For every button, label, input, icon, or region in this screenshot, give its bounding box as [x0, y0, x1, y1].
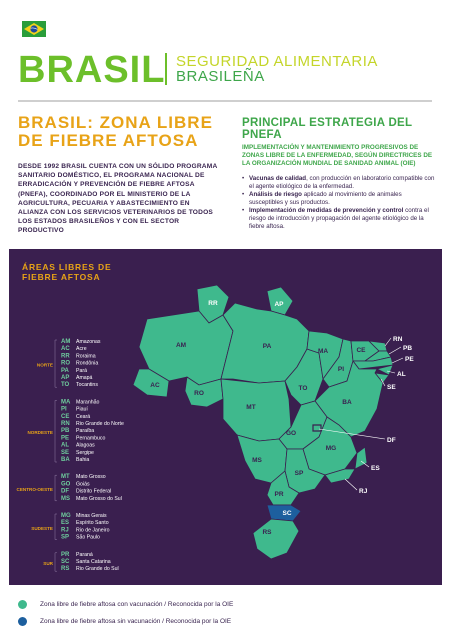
region-bracket — [55, 475, 57, 501]
state-code: AM — [61, 339, 71, 345]
region-label: NORDESTE — [27, 430, 53, 436]
state-name: Espírito Santo — [76, 520, 109, 527]
map-state-label-to: TO — [298, 385, 308, 392]
brazil-map — [9, 249, 442, 585]
map-state-label-ro: RO — [194, 390, 204, 397]
region-label: CENTRO-OESTE — [16, 487, 53, 492]
state-code: SP — [61, 534, 70, 541]
map-state-label-sc: SC — [282, 510, 292, 517]
bullet-item — [242, 175, 437, 190]
intro-title: BRASIL: ZONA LIBRE DE FIEBRE AFTOSA — [18, 113, 213, 150]
map-leader-line — [345, 479, 357, 490]
map-state-label-ce: CE — [356, 347, 366, 354]
map-state-label-rj: RJ — [359, 488, 368, 495]
state-name: Sergipe — [76, 449, 94, 456]
map-leader-line — [389, 347, 401, 354]
intro-column — [18, 114, 218, 236]
state-name: Piauí — [76, 406, 88, 413]
legend-dot — [18, 600, 27, 609]
state-name: Santa Catarina — [76, 559, 111, 565]
bullet-text: contra el riesgo de introducción y propagación del agente etiológico de la fiebre aftosa. — [249, 207, 429, 230]
state-code: CE — [61, 413, 70, 420]
state-name: São Paulo — [76, 534, 100, 541]
state-name: Roraima — [76, 353, 96, 360]
map-state-label-rs: RS — [262, 529, 272, 536]
state-name: Paraíba — [76, 428, 95, 435]
map-state-label-mg: MG — [325, 445, 337, 452]
state-code: RJ — [61, 527, 69, 534]
subtitle-line-2: BRASILEÑA — [176, 68, 265, 85]
bullet-text: , con producción en laboratorio compatible con el agente etiológico de la enfermedad. — [249, 175, 435, 190]
map-state-label-df: DF — [387, 437, 396, 444]
map-state-label-se: SE — [387, 384, 396, 391]
map-state-label-al: AL — [397, 371, 406, 378]
state-es — [355, 447, 367, 469]
state-code: AL — [61, 442, 69, 449]
map-state-label-rn: RN — [393, 336, 403, 343]
intro-body: DESDE 1992 BRASIL CUENTA CON UN SÓLIDO PROGRAMA SANITARIO DOMÉSTICO, EL PROGRAMA NACIONAL DE ERRADICACIÓN Y PREVENCIÓN DE FIEBRE AFTOSA (PNEFA), COORDINADO POR EL MINISTERIO DE LA AGRICULTURA, PECUARIA Y ABASTECIMIENTO EN ALIANZA CON LOS SERVICIOS VETERINARIOS DE TODOS LOS ESTADOS BRASILEÑOS Y CON EL SECTOR PRODUCTIVO — [18, 163, 218, 235]
map-state-label-ma: MA — [317, 348, 329, 355]
state-code: ES — [61, 520, 70, 527]
bullet-bold: Implementación de medidas de prevención y control — [249, 207, 404, 215]
map-state-label-am: AM — [175, 342, 187, 349]
map-leader-line — [385, 338, 391, 346]
bullet-item — [242, 207, 437, 230]
state-code: MA — [61, 399, 71, 406]
map-state-label-sp: SP — [294, 470, 304, 477]
strategy-subtitle: IMPLEMENTACIÓN Y MANTENIMIENTO PROGRESIVOS DE ZONAS LIBRE DE LA ENFERMEDAD, SEGÚN DIRECTRICES DE LA ORGANIZACIÓN MUNDIAL DE SANIDAD ANIMAL (OIE) — [242, 144, 433, 167]
map-state-label-es: ES — [371, 465, 380, 472]
state-code: AP — [61, 375, 70, 381]
state-code: MG — [61, 513, 71, 519]
region-bracket — [55, 400, 57, 462]
region-label: SUDESTE — [31, 525, 53, 531]
state-code: PI — [61, 406, 67, 413]
state-code: RN — [61, 421, 70, 427]
state-name: Paraná — [76, 551, 93, 558]
region-bracket — [55, 340, 57, 387]
state-name: Tocantins — [76, 382, 98, 389]
legend-label: Zona libre de fiebre aftosa sin vacunación / Reconocida por la OIE — [40, 618, 232, 625]
brand-divider — [165, 53, 167, 85]
state-code: MT — [61, 474, 70, 481]
state-code: GO — [61, 481, 71, 488]
subtitle-line-1: SEGURIDAD ALIMENTARIA — [176, 53, 378, 70]
state-rs — [253, 519, 299, 559]
map-state-label-ba: BA — [342, 399, 352, 406]
region-label: SUR — [43, 561, 53, 566]
strategy-bullets — [242, 175, 437, 230]
state-code: PR — [61, 551, 70, 558]
bullet-text: aplicado al movimiento de animales susceptibles y sus productos. — [249, 191, 402, 206]
map-state-label-go: GO — [285, 430, 297, 437]
map-title: ÁREAS LIBRES DE FIEBRE AFTOSA — [22, 262, 112, 282]
state-name: Acre — [76, 346, 87, 353]
state-name: Goiás — [76, 481, 90, 488]
state-mt — [221, 379, 291, 441]
state-name: Rio Grande do Norte — [76, 421, 124, 427]
state-name: Amazonas — [76, 339, 101, 345]
map-state-label-pb: PB — [403, 345, 413, 352]
state-code: SC — [61, 559, 70, 565]
legend-dot — [18, 617, 27, 626]
state-code: PA — [61, 367, 69, 374]
brazil-flag-icon — [22, 21, 46, 37]
state-name: Mato Grosso do Sul — [76, 495, 122, 502]
state-code: RR — [61, 353, 70, 360]
state-name: Rio de Janeiro — [76, 527, 110, 534]
header-rule — [18, 100, 432, 102]
state-code: AC — [61, 346, 70, 353]
state-name: Maranhão — [76, 399, 100, 406]
state-code: TO — [61, 382, 70, 389]
state-df — [313, 425, 321, 431]
state-code: RO — [61, 360, 70, 367]
state-code: RS — [61, 566, 70, 573]
state-name: Alagoas — [76, 442, 95, 449]
bullet-bold: Análisis de riesgo — [249, 191, 302, 199]
state-code: SE — [61, 449, 70, 456]
map-state-label-ac: AC — [150, 382, 160, 389]
state-name: Mato Grosso — [76, 474, 106, 481]
map-state-label-pr: PR — [274, 491, 284, 498]
region-label: NORTE — [36, 362, 53, 368]
state-name: Bahia — [76, 457, 90, 463]
state-code: MS — [61, 495, 70, 502]
region-bracket — [55, 514, 57, 540]
map-state-label-ms: MS — [252, 457, 262, 464]
map-state-label-pa: PA — [262, 343, 272, 350]
state-code: PB — [61, 428, 70, 435]
bullet-item — [242, 191, 437, 206]
state-name: Amapá — [76, 375, 93, 381]
map-state-label-mt: MT — [246, 404, 256, 411]
bullet-bold: Vacunas de calidad — [249, 175, 307, 182]
map-state-label-pi: PI — [337, 366, 345, 373]
state-code: DF — [61, 488, 69, 495]
map-state-label-rr: RR — [208, 300, 218, 307]
state-name: Rio Grande do Sul — [76, 566, 119, 573]
state-name: Minas Gerais — [76, 513, 107, 519]
state-name: Pernambuco — [76, 435, 106, 442]
state-name: Ceará — [76, 413, 91, 420]
state-name: Distrito Federal — [76, 488, 112, 495]
strategy-title: PRINCIPAL ESTRATEGIA DEL PNEFA — [242, 117, 413, 141]
state-name: Rondônia — [76, 360, 99, 367]
region-bracket — [55, 553, 57, 571]
state-code: PE — [61, 435, 70, 442]
map-state-label-pe: PE — [405, 356, 414, 363]
map-leader-line — [392, 358, 403, 363]
map-panel — [9, 249, 442, 585]
legend-label: Zona libre de fiebre aftosa con vacunación / Reconocida por la OIE — [40, 601, 234, 608]
state-name: Pará — [76, 367, 87, 374]
map-state-label-ap: AP — [274, 301, 284, 308]
state-code: BA — [61, 457, 70, 463]
brand-title: BRASIL — [18, 49, 166, 91]
strategy-column — [242, 117, 437, 231]
